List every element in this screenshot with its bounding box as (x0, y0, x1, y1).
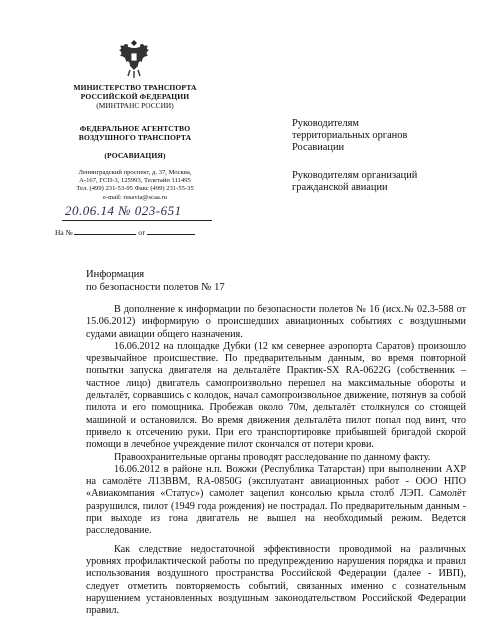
paragraph-investigation: Правоохранительные органы проводят расследование по данному факту. (114, 451, 431, 463)
addressee-line: Руководителям организаций (292, 170, 418, 181)
paragraph-vozhzhi-incident: 16.06.2012 в районе н.п. Вожжи (Республика Татарстан) при выполнении АХР на самолёте Л13ВВМ, RA-0850G (эксплуатант авиационных работ - ООО НПО «Авиакомпания «Статус») самолет зацепил консолью крыла столб ЛЭП. Самолёт разрушился, пилот (1949 года рождения) не пострадал. По предварительным данным - при выходе из гона двигатель не вышел на необходимый режим. Ведется расследование. (86, 463, 466, 537)
reference-line (55, 227, 225, 237)
addressee-group-organizations (292, 170, 472, 194)
addressee-line: территориальных органов (292, 130, 408, 141)
handwritten-reg-number: 20.06.14 № 023-651 (65, 203, 182, 218)
ministry-name-line2: РОССИЙСКОЙ ФЕДЕРАЦИИ (80, 92, 190, 101)
addressee-group-territorial (292, 118, 472, 154)
na-label: На № (55, 228, 73, 237)
addressee-line: Руководителям (292, 118, 359, 129)
paragraph-conclusion: Как следствие недостаточной эффективности проводимой на различных уровнях профилактической работы по предупреждению нарушения порядка и правил использования воздушного пространства Российской Федерации (далее - ИВП), следует отметить повторяемость событий, связанных именно с сознательным нарушением установленных воздушным законодательством Российской Федерации правил. (86, 543, 466, 617)
email-line: e-mail: rusavia@scaa.ru (103, 193, 167, 201)
phone-fax-line: Тел. (499) 231-53-95 Факс (499) 231-55-35 (76, 185, 194, 193)
ministry-abbreviation: (МИНТРАНС РОССИИ) (96, 101, 174, 110)
letter-subject (86, 268, 225, 294)
registration-line (62, 203, 212, 221)
paragraph-dubki-incident: 16.06.2012 на площадке Дубки (12 км севернее аэропорта Саратов) произошло чрезвычайное происшествие. По предварительным данным, во время повторной попытки запуска двигателя на дельталёте Практик-SX RA-0622G (собственник – частное лицо) двигатель самопроизвольно перешел на максимальные обороты и дельталёт, сорвавшись с колодок, начал самопроизвольное движение, потянув за собой пилота и его помощника. Пробежав около 70м, дельталёт столкнулся со стоящей машиной и остановился. Во время движения дельталёта пилот попал под винт, что привело к отсечению руки. При его транспортировке прибывшей бригадой скорой помощи в лечебное учреждение пилот скончался от потери крови. (86, 340, 466, 451)
address-line1: Ленинградский проспект, д. 37, Москва, (78, 169, 192, 176)
letterhead (40, 83, 230, 202)
subject-line1: Информация (86, 269, 145, 280)
coat-of-arms-icon (116, 40, 152, 80)
paragraph-intro: В дополнение к информации по безопасности полетов № 16 (исх.№ 02.3-588 от 15.06.2012) информирую о происшедших авиационных событиях с воздушными судами авиации общего назначения. (86, 304, 466, 340)
ot-label: от (138, 228, 146, 237)
agency-name-line2: ВОЗДУШНОГО ТРАНСПОРТА (78, 133, 192, 142)
addressee-line: гражданской авиации (292, 182, 388, 193)
agency-name-line1: ФЕДЕРАЛЬНОЕ АГЕНТСТВО (79, 124, 191, 133)
ministry-name-line1: МИНИСТЕРСТВО ТРАНСПОРТА (73, 83, 197, 92)
addressee-line: Росавиации (292, 142, 345, 153)
subject-line2: по безопасности полетов № 17 (86, 282, 225, 293)
letter-body (86, 304, 466, 617)
address-line2: А-167, ГСП-3, 125993, Телетайп 111495 (79, 177, 191, 185)
agency-abbreviation: (РОСАВИАЦИЯ) (104, 151, 166, 160)
